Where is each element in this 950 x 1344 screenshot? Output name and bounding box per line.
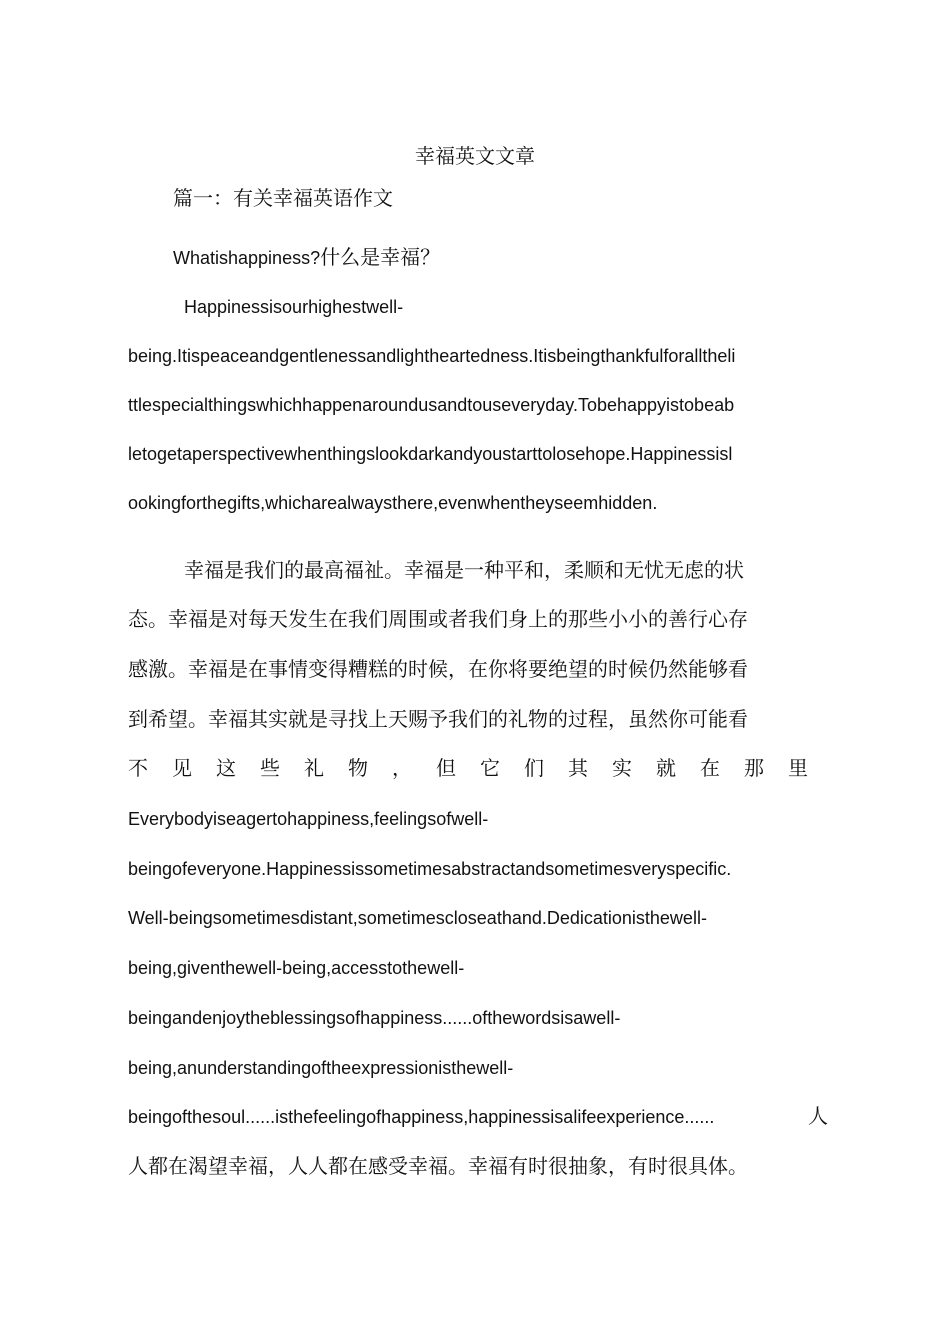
document-title: 幸福英文文章 xyxy=(415,144,535,168)
para3-tail: 人 xyxy=(808,1104,828,1128)
para2-line: 幸福是我们的最高福祉。幸福是一种平和，柔顺和无忧无虑的状 xyxy=(184,558,744,582)
para3-line: Everybodyiseagertohappiness,feelingsofwell- xyxy=(128,809,489,829)
para3-line: being,giventhewell-being,accesstothewell- xyxy=(128,958,465,978)
question-zh: 什么是幸福？ xyxy=(320,245,441,269)
para1-line: ookingforthegifts,whicharealwaysthere,evenwhentheyseemhidden. xyxy=(128,493,658,513)
para3-last-line: 人都在渴望幸福，人人都在感受幸福。幸福有时很抽象，有时很具体。 xyxy=(128,1154,748,1178)
para2-line: 不 见 这 些 礼 物 ， 但 它 们 其 实 就 在 那 里 xyxy=(128,756,808,780)
para1-line: ttlespecialthingswhichhappenaroundusandtouseveryday.Tobehappyistobeab xyxy=(128,395,735,415)
para3-line: beingofeveryone.Happinessissometimesabstractandsometimesveryspecific. xyxy=(128,859,732,879)
para3-line: being,anunderstandingoftheexpressionisthewell- xyxy=(128,1058,514,1078)
para3-line: beingandenjoytheblessingsofhappiness......ofthewordsisawell- xyxy=(128,1008,621,1028)
para2-line: 感激。幸福是在事情变得糟糕的时候，在你将要绝望的时候仍然能够看 xyxy=(128,657,748,681)
question-en: Whatishappiness? xyxy=(173,248,321,268)
section-heading: 篇一：有关幸福英语作文 xyxy=(173,186,393,210)
para1-line: being.Itispeaceandgentlenessandlightheartedness.Itisbeingthankfulforallthelі xyxy=(128,346,736,366)
para1-line: Happinessisourhighestwell- xyxy=(184,297,404,317)
para3-line: Well-beingsometimesdistant,sometimescloseathand.Dedicationisthewell- xyxy=(128,908,707,928)
para2-line: 到希望。幸福其实就是寻找上天赐予我们的礼物的过程，虽然你可能看 xyxy=(128,707,748,731)
para3-line: beingofthesoul......isthefeelingofhappiness,happinessisalifeexperience...... xyxy=(128,1107,715,1127)
para1-line: letogetaperspectivewhenthingslookdarkandyoustarttolosehope.Happinessisl xyxy=(128,444,733,464)
para2-line: 态。幸福是对每天发生在我们周围或者我们身上的那些小小的善行心存 xyxy=(128,607,748,631)
question-line xyxy=(173,243,440,271)
